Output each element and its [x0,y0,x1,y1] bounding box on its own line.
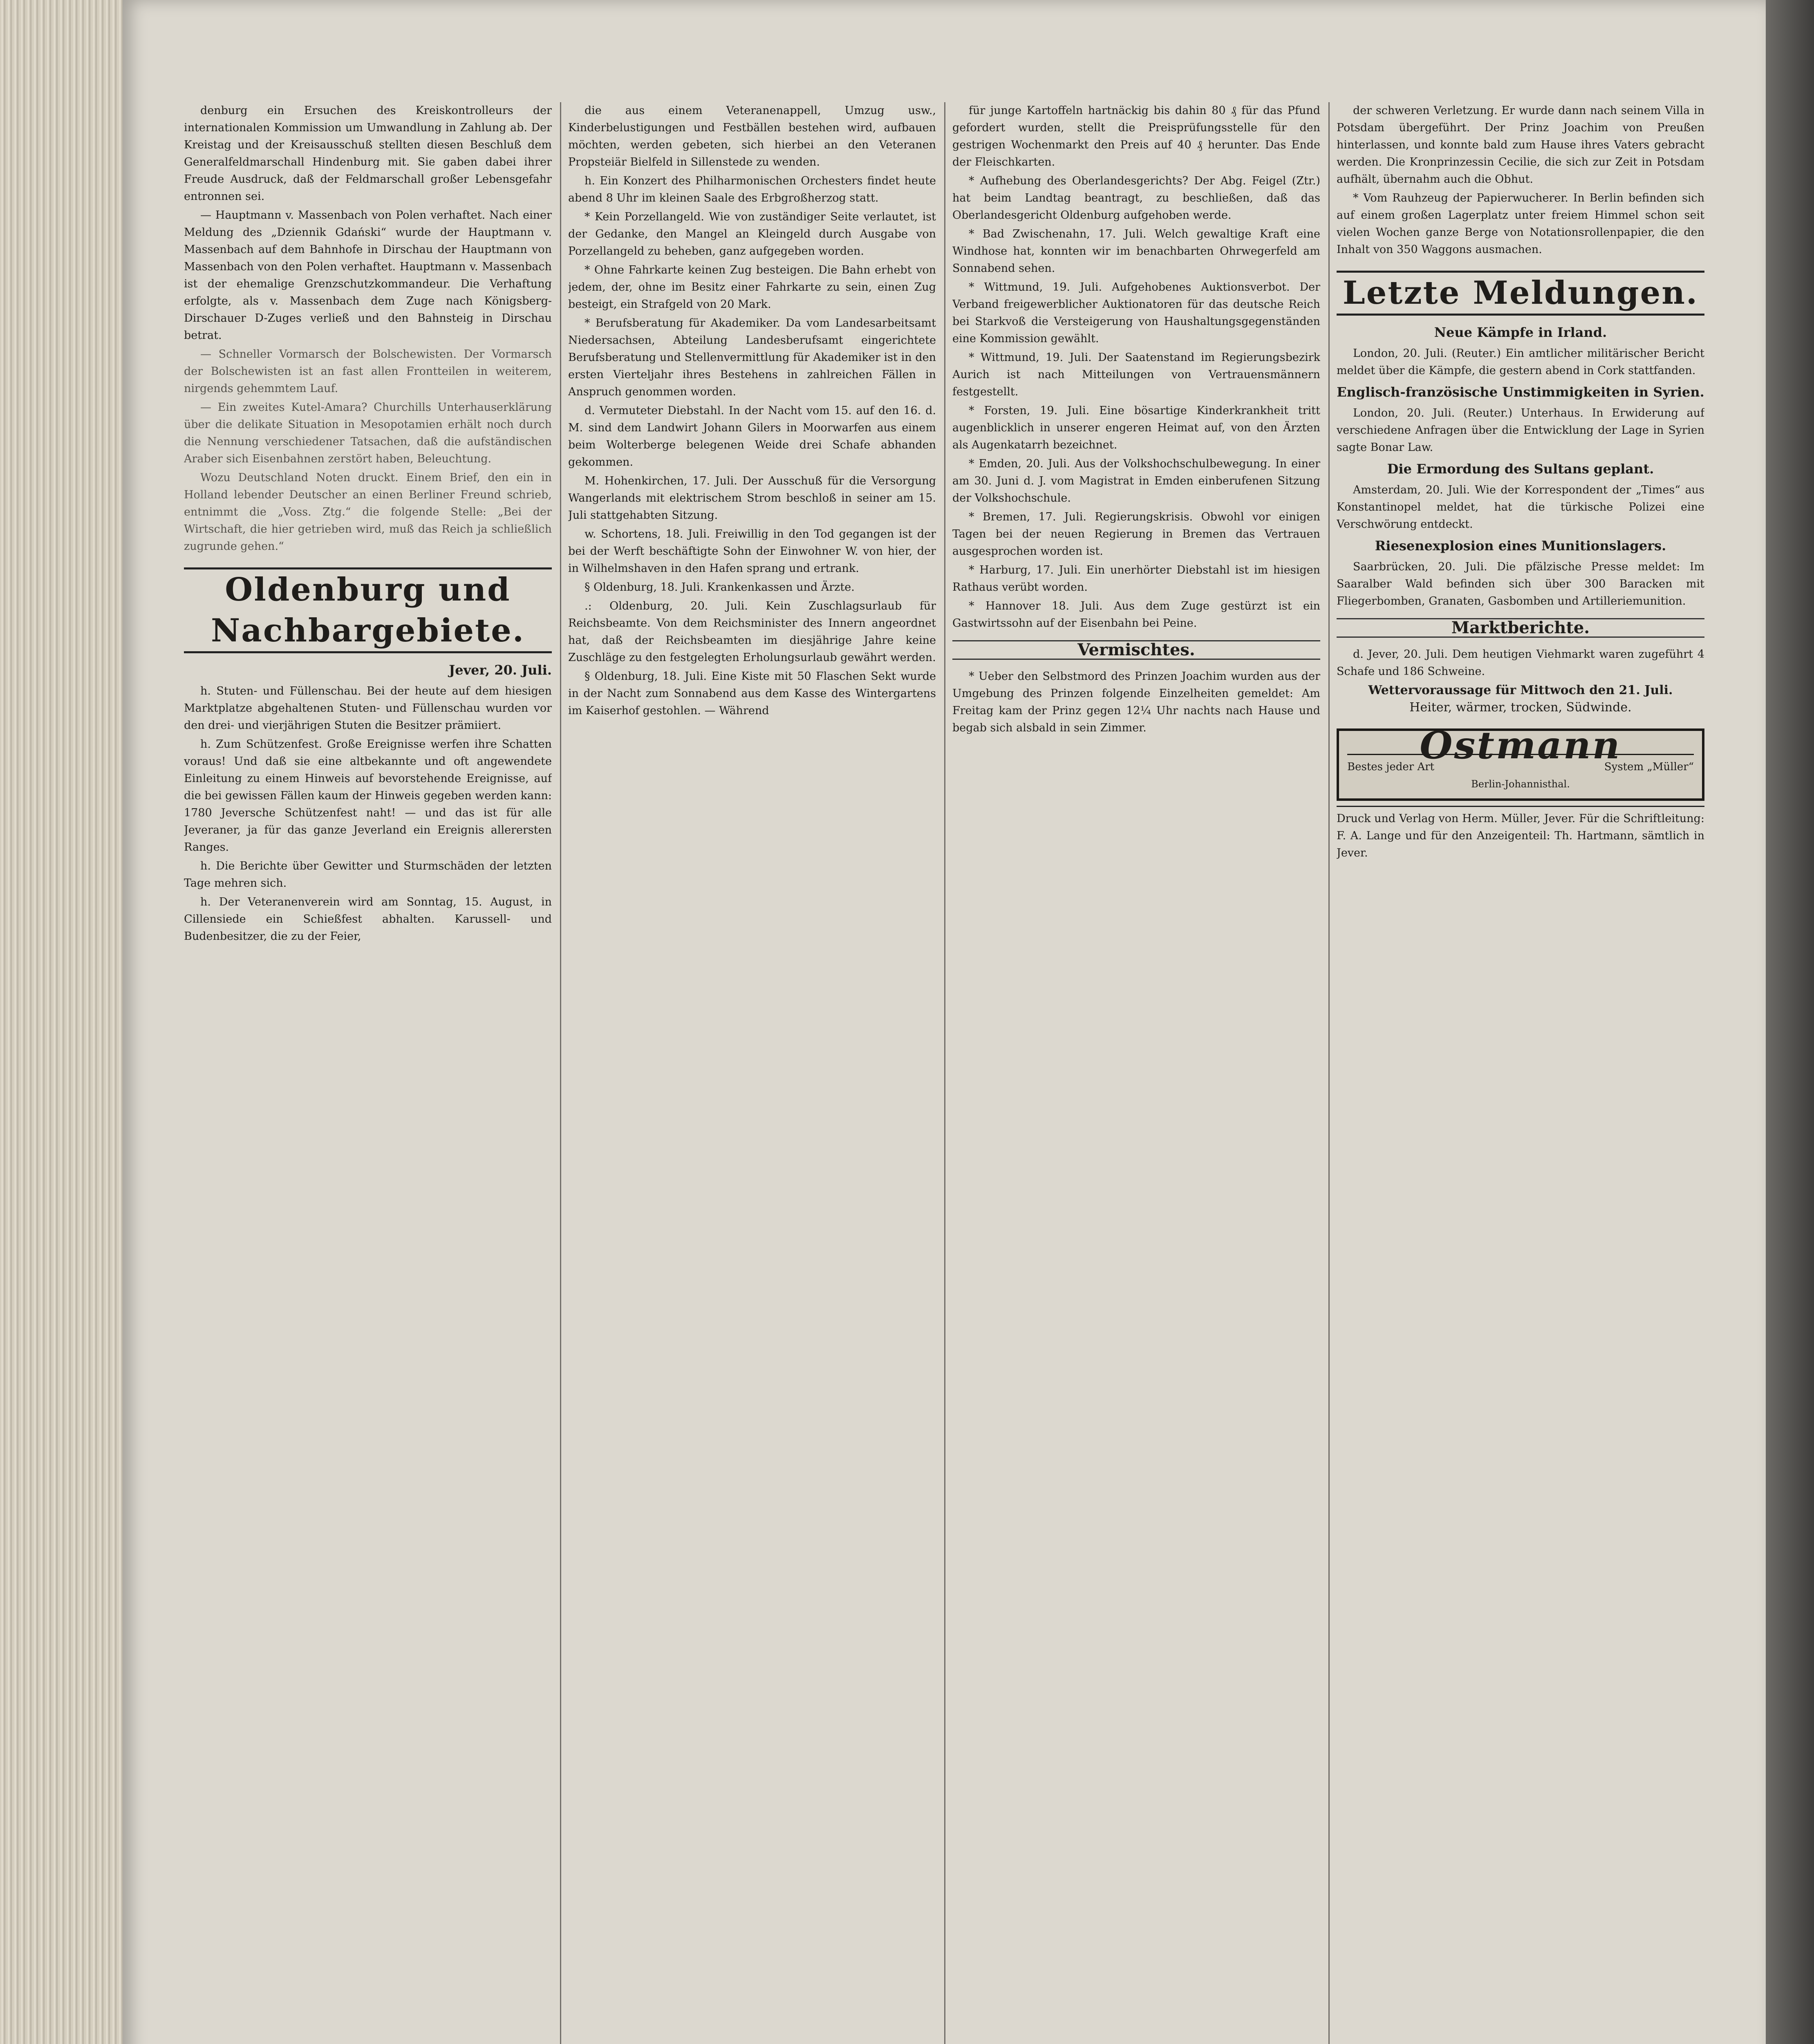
article-paragraph: * Ohne Fahrkarte keinen Zug besteigen. Die Bahn erhebt von jedem, der, ohne im Besitz einer Fahrkarte zu sein, einen Zug besteigt, ein Strafgeld von 20 Mark. [568,264,936,311]
article-paragraph: * Vom Rauhzeug der Papierwucherer. In Berlin befinden sich auf einem großen Lagerplatz unter freiem Himmel schon seit vielen Wochen ganze Berge von Notationsrollenpapier, die den Inhalt von 350 Waggons ausmachen. [1337,192,1704,256]
article-paragraph: die aus einem Veteranenappell, Umzug usw., Kinderbelustigungen und Festbällen bestehen wird, aufbauen möchten, werden gebeten, sich hierbei an den Veteranen Propsteiär Bielfeld in Sillenstede zu wenden. [568,104,936,168]
dateline: Jever, 20. Juli. [449,662,552,678]
article-paragraph: denburg ein Ersuchen des Kreiskontrolleurs der internationalen Kommission um Umwandlung in Zahlung ab. Der Kreistag und der Kreisausschuß stellten diesen Beschluß dem Generalfeldmarschall Hindenburg mit. Sie gaben dabei ihrer Freude Ausdruck, daß der Feldmarschall großer Lebensgefahr entronnen sei. [184,104,552,203]
article-paragraph: * Aufhebung des Oberlandesgerichts? Der Abg. Feigel (Ztr.) hat beim Landtag beantragt, zu beschließen, daß das Oberlandesgericht Oldenburg aufgehoben werde. [952,175,1320,222]
weather-forecast-title: Wettervoraussage für Mittwoch den 21. Juli. [1368,683,1673,697]
weather-forecast-text: Heiter, wärmer, trocken, Südwinde. [1409,700,1632,715]
article-paragraph: * Forsten, 19. Juli. Eine bösartige Kinderkrankheit tritt augenblicklich in unserer engeren Heimat auf, von den Ärzten als Augenkatarrh bezeichnet. [952,404,1320,451]
article-paragraph: * Kein Porzellangeld. Wie von zuständiger Seite verlautet, ist der Gedanke, den Mangel an Kleingeld durch Ausgabe von Porzellangeld zu beheben, ganz aufgegeben worden. [568,211,936,258]
imprint: Druck und Verlag von Herm. Müller, Jever. Für die Schriftleitung: F. A. Lange und für den Anzeigenteil: Th. Hartmann, sämtlich in Jever. [1337,806,1704,862]
column-rule [944,102,945,2044]
advert-address: Berlin-Johannisthal. [1471,778,1570,790]
article-paragraph: Saarbrücken, 20. Juli. Die pfälzische Presse meldet: Im Saaralber Wald befinden sich über 300 Baracken mit Fliegerbomben, Granaten, Gasbomben und Artilleriemunition. [1337,560,1704,607]
subheading: Riesenexplosion eines Munitionslagers. [1375,538,1666,554]
article-paragraph: — Schneller Vormarsch der Bolschewisten. Der Vormarsch der Bolschewisten ist an fast allen Frontteilen in weiterem, nirgends gehemmtem Lauf. [184,348,552,395]
section-heading-marktberichte: Marktberichte. [1337,618,1704,638]
article-paragraph: § Oldenburg, 18. Juli. Krankenkassen und Ärzte. [585,581,855,594]
article-paragraph: h. Stuten- und Füllenschau. Bei der heute auf dem hiesigen Marktplatze abgehaltenen Stuten- und Füllenschau wurden vor den drei- und vierjährigen Stuten die Besitzer prämiiert. [184,685,552,732]
article-paragraph: * Emden, 20. Juli. Aus der Volkshochschulbewegung. In einer am 30. Juni d. J. vom Magistrat in Emden einberufenen Sitzung der Volkshochschule. [952,457,1320,504]
article-paragraph: — Ein zweites Kutel-Amara? Churchills Unterhauserklärung über die delikate Situation in Mesopotamien erhält noch durch die Nennung verschiedener Tatsachen, daß die aufständischen Araber sich Eisenbahnen zerstört haben, Beleuchtung. [184,401,552,465]
advertisement [1337,723,1704,801]
article-paragraph: Wozu Deutschland Noten druckt. Einem Brief, den ein in Holland lebender Deutscher an einen Berliner Freund schrieb, entnimmt die „Voss. Ztg.“ die folgende Stelle: „Bei der Wirtschaft, die hier getrieben wird, muß das Reich ja schließlich zugrunde gehen.“ [184,471,552,553]
advert-system: System „Müller“ [1604,761,1694,773]
column-rule [1328,102,1330,2044]
article-paragraph: § Oldenburg, 18. Juli. Eine Kiste mit 50 Flaschen Sekt wurde in der Nacht zum Sonnabend aus dem Kasse des Wintergartens im Kaiserhof gestohlen. — Während [568,670,936,717]
article-paragraph: * Wittmund, 19. Juli. Der Saatenstand im Regierungsbezirk Aurich ist nach Mitteilungen von Vertrauensmännern festgestellt. [952,351,1320,398]
article-paragraph: h. Zum Schützenfest. Große Ereignisse werfen ihre Schatten voraus! Und daß sie eine altbekannte und oft angewendete Einleitung zu einem Hinweis auf bevorstehende Ereignisse, auf die bei gewissen Fällen kaum der Hinweis gegeben werden kann: 1780 Jeversche Schützenfest naht! — und das ist für alle Jeveraner, ja für das ganze Jeverland ein Ereignis allerersten Ranges. [184,738,552,854]
subheading: Englisch-französische Unstimmigkeiten in Syrien. [1337,384,1704,400]
article-paragraph: * Harburg, 17. Juli. Ein unerhörter Diebstahl ist im hiesigen Rathaus verübt worden. [952,564,1320,594]
book-spine-edge [0,0,123,2044]
section-heading-vermischtes: Vermischtes. [952,640,1320,660]
article-paragraph: der schweren Verletzung. Er wurde dann nach seinem Villa in Potsdam übergeführt. Der Prinz Joachim von Preußen hinterlassen, und konnte bald zum Hause ihres Vaters gebracht werden. Die Kronprinzessin Cecilie, die sich zur Zeit in Potsdam aufhält, übernahm auch die Obhut. [1337,104,1704,186]
article-paragraph: w. Schortens, 18. Juli. Freiwillig in den Tod gegangen ist der bei der Werft beschäftigte Sohn der Einwohner W. von hier, der in Wilhelmshaven in den Hafen sprang und ertrank. [568,528,936,575]
article-paragraph: — Hauptmann v. Massenbach von Polen verhaftet. Nach einer Meldung des „Dziennik Gdański“ wurde der Hauptmann v. Massenbach auf dem Bahnhofe in Dirschau der Hauptmann von Massenbach von den Polen verhaftet. Hauptmann v. Massenbach ist der ehemalige Grenzschutzkommandeur. Die Verhaftung erfolgte, als v. Massenbach dem Zuge nach Königsberg-Dirschauer D-Zuges verließ und den Bahnsteig in Dirschau betrat. [184,209,552,342]
article-paragraph: .: Oldenburg, 20. Juli. Kein Zuschlagsurlaub für Reichsbeamte. Von dem Reichsminister des Innern angeordnet hat, daß der Reichsbeamten im diesjährige Jahre keine Zuschläge zu den festgelegten Erholungsurlaub gewährt werden. [568,600,936,664]
article-paragraph: * Wittmund, 19. Juli. Aufgehobenes Auktionsverbot. Der Verband freigewerblicher Auktionatoren für das deutsche Reich bei Starkvoß die Versteigerung von Haushaltungsgegenständen eine Kommission gewählt. [952,281,1320,345]
article-paragraph: * Bad Zwischenahn, 17. Juli. Welch gewaltige Kraft eine Windhose hat, konnten wir im benachbarten Ohrwegerfeld am Sonnabend sehen. [952,228,1320,275]
article-paragraph: * Bremen, 17. Juli. Regierungskrisis. Obwohl vor einigen Tagen bei der neuen Regierung in Bremen das Vertrauen ausgesprochen worden ist. [952,511,1320,558]
column-2 [568,102,936,2044]
article-paragraph: h. Der Veteranenverein wird am Sonntag, 15. August, in Cillensiede ein Schießfest abhalten. Karussell- und Budenbesitzer, die zu der Feier, [184,896,552,943]
section-heading-letzte-meldungen: Letzte Meldungen. [1337,271,1704,316]
article-paragraph: * Berufsberatung für Akademiker. Da vom Landesarbeitsamt Niedersachsen, Abteilung Landesberufsamt eingerichtete Berufsberatung und Stellenvermittlung für Akademiker ist in den ersten Vierteljahr ihres Bestehens in zahlreichen Fällen in Anspruch genommen worden. [568,317,936,398]
article-paragraph: M. Hohenkirchen, 17. Juli. Der Ausschuß für die Versorgung Wangerlands mit elektrischem Strom beschloß in seiner am 15. Juli stattgehabten Sitzung. [568,475,936,522]
article-paragraph: * Ueber den Selbstmord des Prinzen Joachim wurden aus der Umgebung des Prinzen folgende Einzelheiten gemeldet: Am Freitag kam der Prinz gegen 12¼ Uhr nachts nach Hause und begab sich alsbald in sein Zimmer. [952,670,1320,734]
subheading: Die Ermordung des Sultans geplant. [1387,461,1654,477]
article-paragraph: Amsterdam, 20. Juli. Wie der Korrespondent der „Times“ aus Konstantinopel meldet, hat die türkische Polizei eine Verschwörung entdeckt. [1337,484,1704,531]
newspaper-page [123,0,1766,2044]
article-paragraph: London, 20. Juli. (Reuter.) Unterhaus. In Erwiderung auf verschiedene Anfragen über die Entwicklung der Lage in Syrien sagte Bonar Law. [1337,407,1704,454]
subheading: Neue Kämpfe in Irland. [1434,325,1607,340]
column-4 [1337,102,1704,2044]
article-paragraph: d. Vermuteter Diebstahl. In der Nacht vom 15. auf den 16. d. M. sind dem Landwirt Johann Gilers in Moorwarfen aus einem beim Wolterberge belegenen Weide drei Schafe abhanden gekommen. [568,404,936,468]
article-paragraph: London, 20. Juli. (Reuter.) Ein amtlicher militärischer Bericht meldet über die Kämpfe, die gestern abend in Cork stattfanden. [1337,347,1704,377]
article-paragraph: h. Ein Konzert des Philharmonischen Orchesters findet heute abend 8 Uhr im kleinen Saale des Erbgroßherzog statt. [568,175,936,204]
column-1 [184,102,552,2044]
scan-border [1766,0,1814,2044]
section-heading: Oldenburg und Nachbargebiete. [184,567,552,653]
article-paragraph: d. Jever, 20. Juli. Dem heutigen Viehmarkt waren zugeführt 4 Schafe und 186 Schweine. [1337,648,1704,678]
article-paragraph: für junge Kartoffeln hartnäckig bis dahin 80 ₰ für das Pfund gefordert wurden, stellt die Preisprüfungsstelle für den gestrigen Wochenmarkt den Preis auf 40 ₰ herunter. Das Ende der Fleischkarten. [952,104,1320,168]
article-paragraph: h. Die Berichte über Gewitter und Sturmschäden der letzten Tage mehren sich. [184,860,552,890]
column-3 [952,102,1320,2044]
column-rule [560,102,561,2044]
advert-brand: Ostmann [1420,723,1621,767]
article-paragraph: * Hannover 18. Juli. Aus dem Zuge gestürzt ist ein Gastwirtssohn auf der Eisenbahn bei Peine. [952,600,1320,630]
advert-slogan: Bestes jeder Art [1347,761,1435,773]
